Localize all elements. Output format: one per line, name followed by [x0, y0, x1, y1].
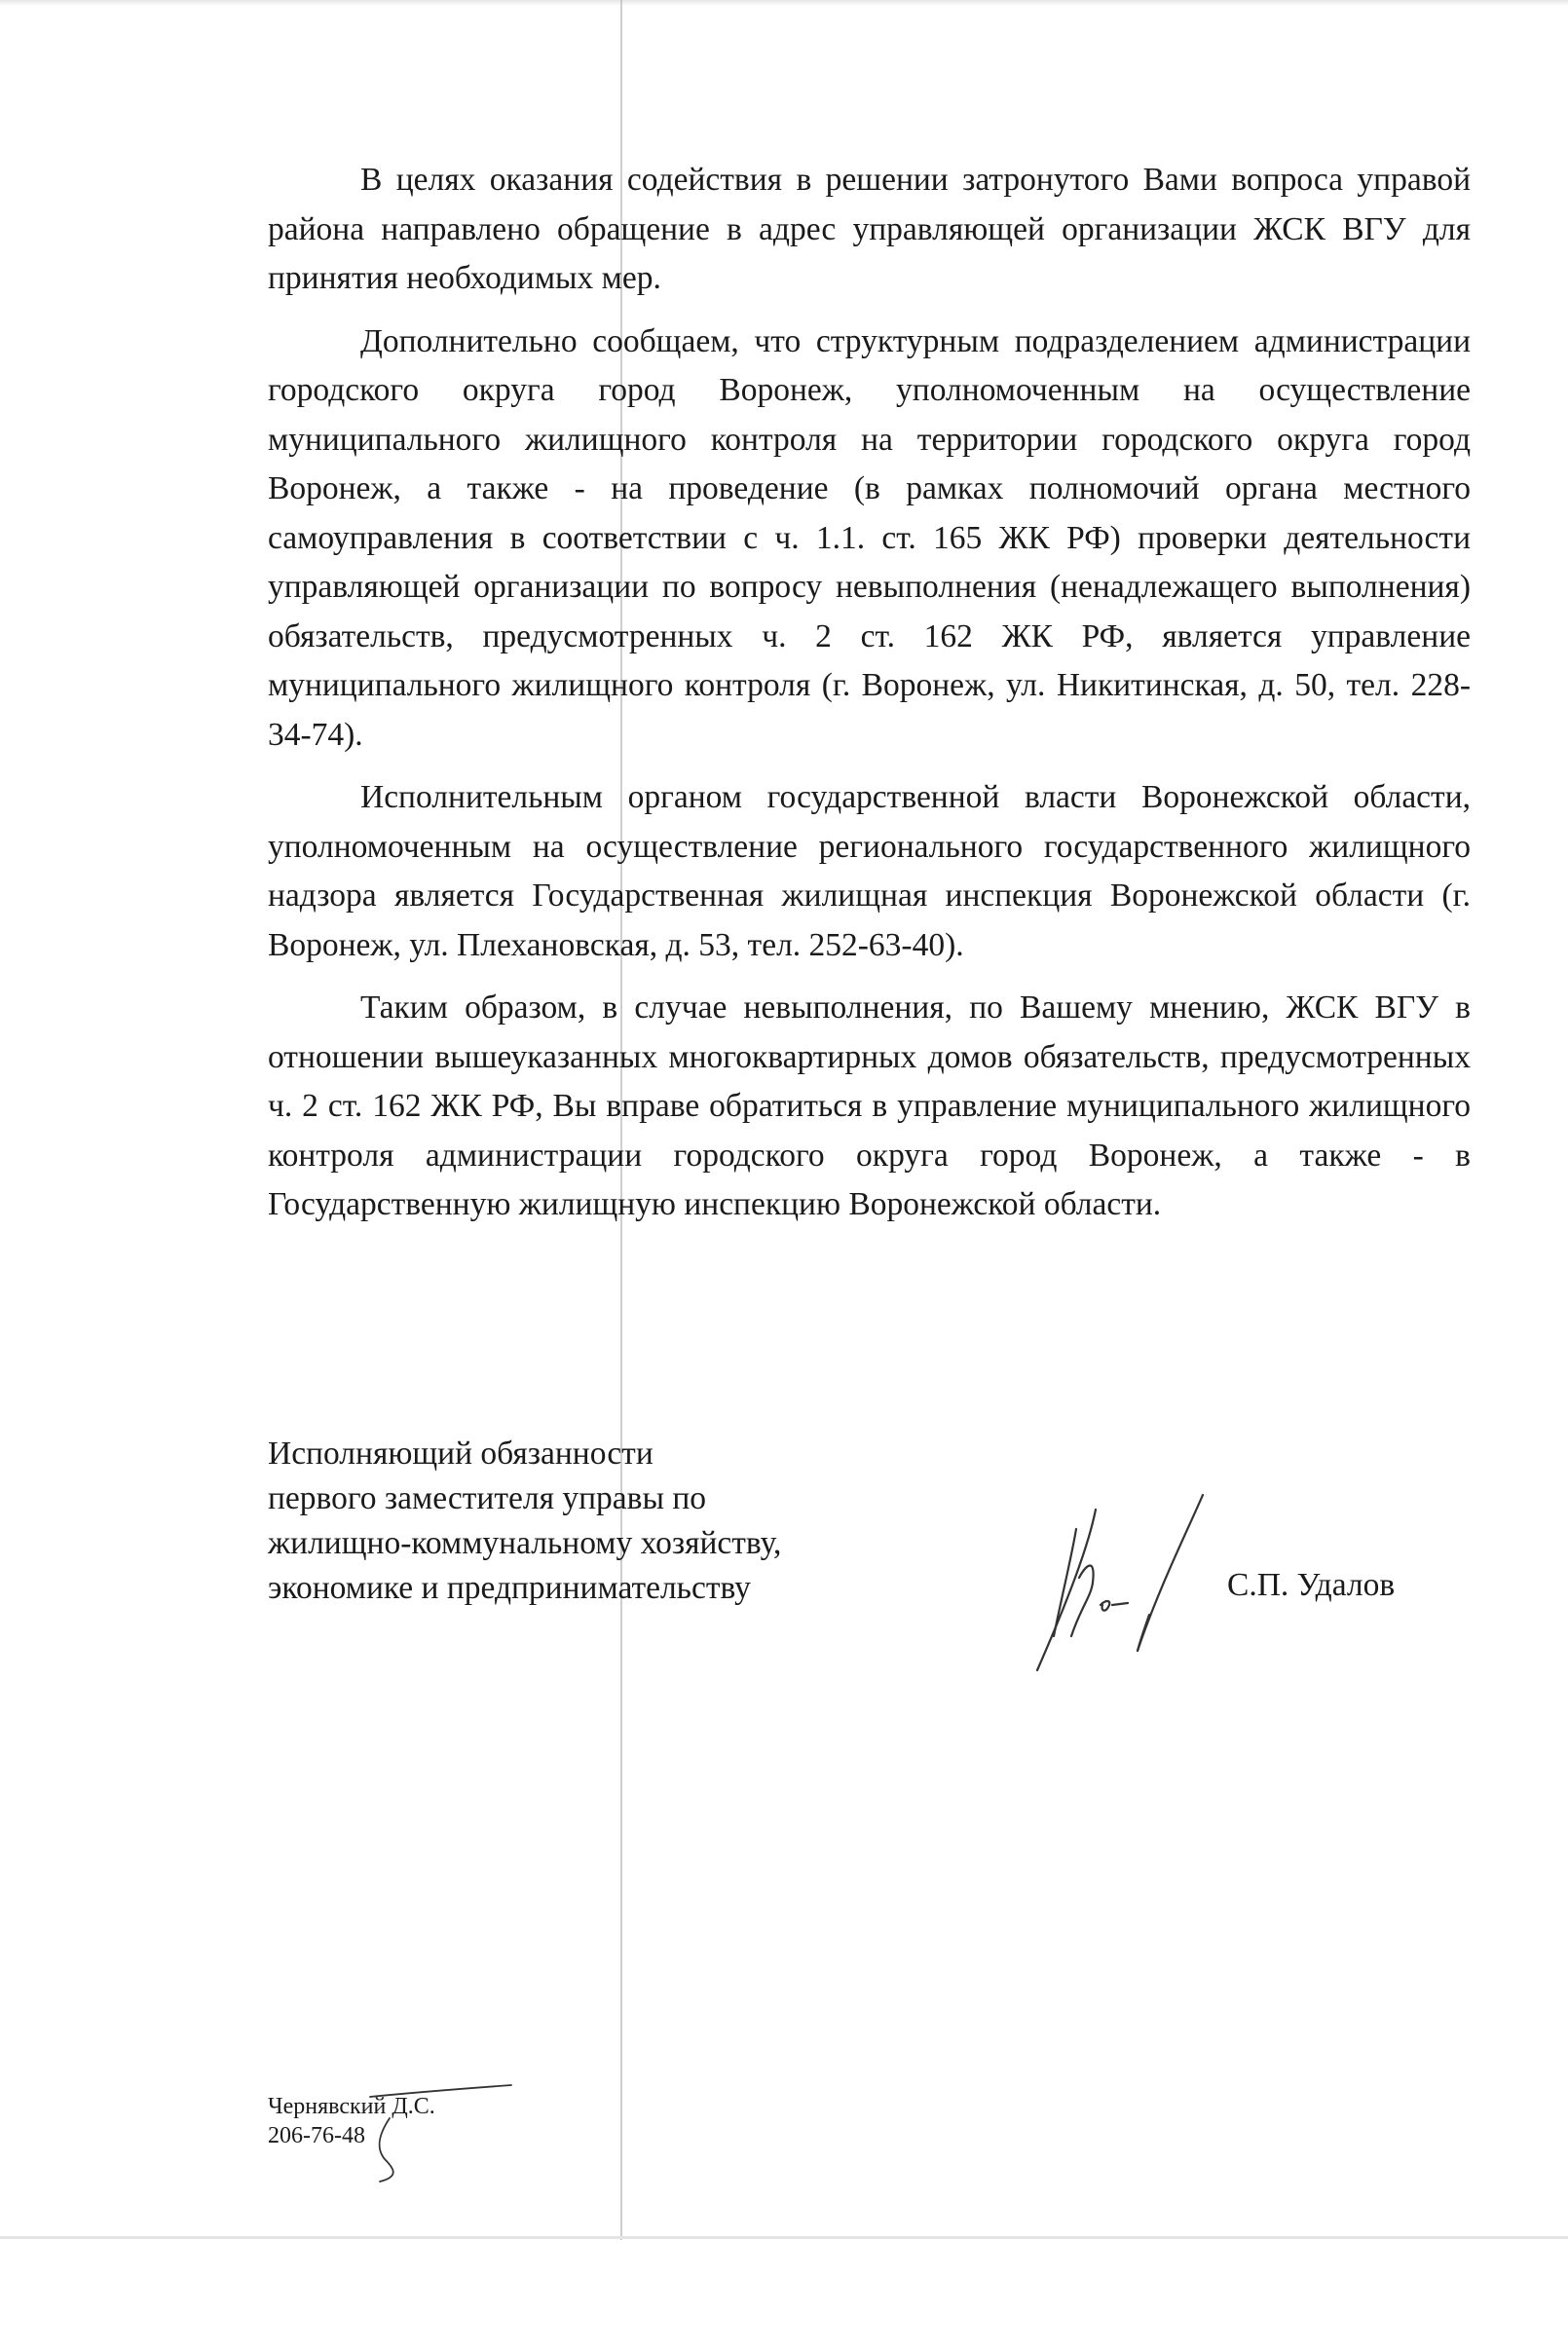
position-line: первого заместителя управы по — [268, 1480, 707, 1516]
executor-name: Чернявский Д.С. — [268, 2094, 435, 2119]
position-line: экономике и предпринимательству — [268, 1570, 751, 1606]
scan-edge-bottom — [0, 2236, 1568, 2239]
handwritten-signature-icon — [1003, 1490, 1256, 1685]
position-line: жилищно-коммунальному хозяйству, — [268, 1525, 782, 1561]
signatory-position — [268, 1432, 950, 1611]
paragraph-assistance: В целях оказания содействия в решении затронутого Вами вопроса управой района направлено обращение в адрес управляющей организации ЖСК ВГУ для принятия необходимых мер. — [268, 162, 1471, 296]
paragraph-municipal-control: Дополнительно сообщаем, что структурным подразделением администрации городского округа город Воронеж, уполномоченным на осуществление муниципального жилищного контроля на территории городского округа город Воронеж, а также - на проведение (в рамках полномочий органа местного самоуправления в соответствии с ч. 1.1. ст. 165 ЖК РФ) проверки деятельности управляющей организации по вопросу невыполнения (ненадлежащего выполнения) обязательств, предусмотренных ч. 2 ст. 162 ЖК РФ, является управление муниципального жилищного контроля (г. Воронеж, ул. Никитинская, д. 50, тел. 228-34-74). — [268, 322, 1471, 753]
executor-initials-mark-icon — [351, 2079, 516, 2186]
executor-phone: 206-76-48 — [268, 2123, 365, 2148]
scan-edge-top — [0, 0, 1568, 6]
paragraph-state-inspection: Исполнительным органом государственной власти Воронежской области, уполномоченным на осуществление регионального государственного жилищного надзора является Государственная жилищная инспекция Воронежской области (г. Воронеж, ул. Плехановская, д. 53, тел. 252-63-40). — [268, 779, 1471, 963]
position-line: Исполняющий обязанности — [268, 1436, 653, 1472]
letter-body — [268, 156, 1471, 1230]
paragraph-conclusion: Таким образом, в случае невыполнения, по Вашему мнению, ЖСК ВГУ в отношении вышеуказанных многоквартирных домов обязательств, предусмотренных ч. 2 ст. 162 ЖК РФ, Вы вправе обратиться в управление муниципального жилищного контроля администрации городского округа город Воронеж, а также - в Государственную жилищную инспекцию Воронежской области. — [268, 989, 1471, 1222]
signatory-name: С.П. Удалов — [1227, 1567, 1396, 1603]
